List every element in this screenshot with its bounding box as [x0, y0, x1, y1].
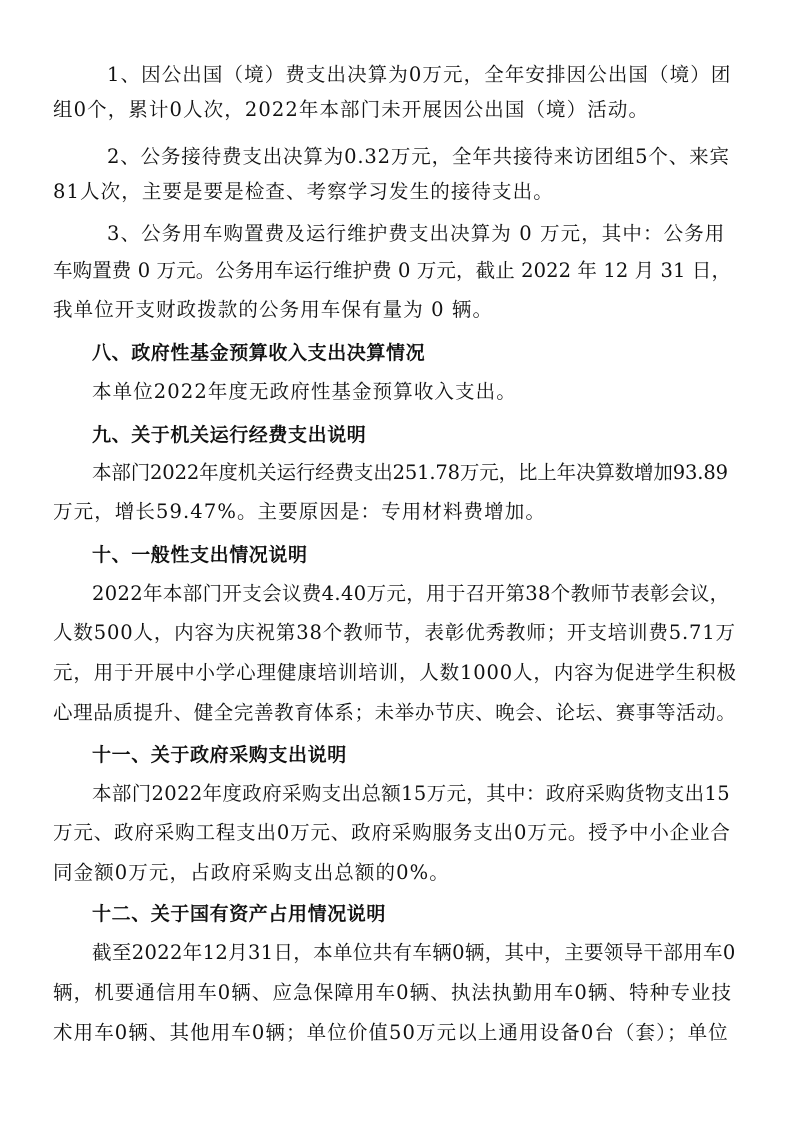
- paragraph-line: 万元、政府采购工程支出0万元、政府采购服务支出0万元。授予中小企业合: [53, 821, 731, 844]
- paragraph-line: 本部门2022年度政府采购支出总额15万元，其中：政府采购货物支出15: [92, 782, 731, 805]
- paragraph-line: 同金额0万元，占政府采购支出总额的0%。: [53, 861, 450, 884]
- paragraph-line: 81人次，主要是要是检查、考察学习发生的接待支出。: [53, 180, 554, 203]
- paragraph-line: 心理品质提升、健全完善教育体系；未举办节庆、晚会、论坛、赛事等活动。: [53, 701, 737, 724]
- paragraph-line: 我单位开支财政拨款的公务用车保有量为 0 辆。: [53, 298, 494, 321]
- paragraph-line: 万元，增长59.47%。主要原因是：专用材料费增加。: [53, 500, 546, 523]
- paragraph-line: 人数500人，内容为庆祝第38个教师节，表彰优秀教师；开支培训费5.71万: [53, 621, 736, 644]
- section-heading: 九、关于机关运行经费支出说明: [92, 424, 367, 446]
- paragraph-line: 辆，机要通信用车0辆、应急保障用车0辆、执法执勤用车0辆、特种专业技: [53, 981, 733, 1004]
- paragraph-line: 截至2022年12月31日，本单位共有车辆0辆，其中，主要领导干部用车0: [92, 941, 736, 964]
- section-heading: 十二、关于国有资产占用情况说明: [92, 903, 387, 925]
- paragraph-line: 元，用于开展中小学心理健康培训培训，人数1000人，内容为促进学生积极: [53, 661, 737, 684]
- section-heading: 十一、关于政府采购支出说明: [92, 744, 347, 766]
- section-heading: 八、政府性基金预算收入支出决算情况: [92, 342, 426, 364]
- paragraph-line: 组0个，累计0人次，2022年本部门未开展因公出国（境）活动。: [53, 98, 650, 121]
- paragraph-line: 1、因公出国（境）费支出决算为0万元，全年安排因公出国（境）团: [107, 63, 732, 86]
- paragraph-line: 车购置费 0 万元。公务用车运行维护费 0 万元，截止 2022 年 12 月 31 日，: [53, 259, 732, 282]
- paragraph-line: 2、公务接待费支出决算为0.32万元，全年共接待来访团组5个、来宾: [107, 145, 730, 168]
- paragraph-line: 本单位2022年度无政府性基金预算收入支出。: [92, 380, 517, 403]
- paragraph-line: 3、公务用车购置费及运行维护费支出决算为 0 万元，其中：公务用: [107, 222, 726, 245]
- section-heading: 十、一般性支出情况说明: [92, 544, 308, 566]
- paragraph-line: 术用车0辆、其他用车0辆；单位价值50万元以上通用设备0台（套）；单位: [53, 1021, 729, 1044]
- paragraph-line: 本部门2022年度机关运行经费支出251.78万元，比上年决算数增加93.89: [92, 461, 728, 484]
- paragraph-line: 2022年本部门开支会议费4.40万元，用于召开第38个教师节表彰会议，: [92, 582, 730, 605]
